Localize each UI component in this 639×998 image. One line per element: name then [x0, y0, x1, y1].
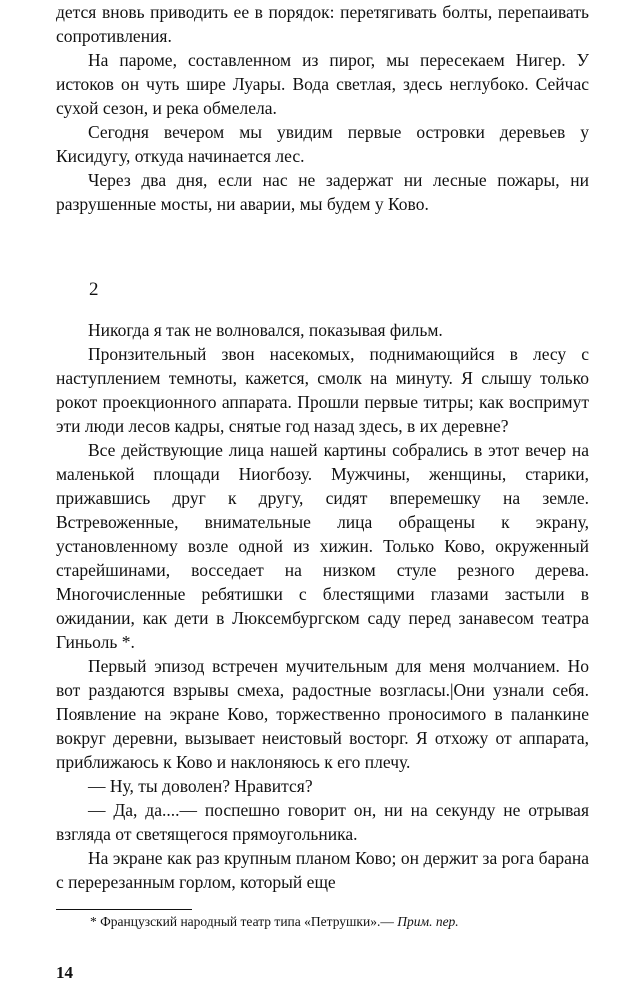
footnote-abbreviation: Прим. пер.: [397, 914, 459, 929]
chapter-number: 2: [89, 279, 99, 300]
text-block-main: [56, 318, 589, 894]
paragraph: — Да, да....— поспешно говорит он, ни на секунду не отрывая взгляда от светящегося прямоугольника.: [56, 800, 589, 844]
paragraph: На пароме, составленном из пирог, мы пересекаем Нигер. У истоков он чуть шире Луары. Вода светлая, здесь неглубоко. Сейчас сухой сезон, и река обмелела.: [56, 50, 589, 118]
paragraph: Сегодня вечером мы увидим первые островки деревьев у Кисидугу, откуда начинается лес.: [56, 122, 589, 166]
paragraph: дется вновь приводить ее в порядок: перетягивать болты, перепаивать сопротивления.: [56, 2, 589, 46]
paragraph: На экране как раз крупным планом Ково; он держит за рога барана с перерезанным горлом, который еще: [56, 848, 589, 892]
paragraph: Никогда я так не волновался, показывая фильм.: [88, 320, 443, 340]
text-block-top: [56, 0, 589, 216]
paragraph: Через два дня, если нас не задержат ни лесные пожары, ни разрушенные мосты, ни аварии, мы будем у Ково.: [56, 170, 589, 214]
paragraph: Все действующие лица нашей картины собрались в этот вечер на маленькой площади Ниогбозу. Мужчины, женщины, старики, прижавшись друг к другу, сидят вперемешку на земле. Встревоженные, внимательные лица обращены к экрану, установленному возле одной из хижин. Только Ково, окруженный старейшинами, восседает на низком стуле резного дерева. Многочисленные ребятишки с блестящими глазами застыли в ожидании, как дети в Люксембургском саду перед занавесом театра Гиньоль *.: [56, 440, 589, 652]
paragraph: — Ну, ты доволен? Нравится?: [88, 776, 313, 796]
footnote: [56, 912, 589, 932]
paragraph: Первый эпизод встречен мучительным для меня молчанием. Но вот раздаются взрывы смеха, радостные возгласы.|Они узнали себя. Появление на экране Ково, торжественно проносимого в паланкине вокруг деревни, вызывает неистовый восторг. Я отхожу от аппарата, приближаюсь к Ково и наклоняюсь к его плечу.: [56, 656, 589, 772]
footnote-divider: [56, 909, 192, 910]
paragraph: Пронзительный звон насекомых, поднимающийся в лесу с наступлением темноты, кажется, смолк на минуту. Я слышу только рокот проекционного аппарата. Прошли первые титры; как воспримут эти люди лесов кадры, снятые год назад здесь, в их деревне?: [56, 344, 589, 436]
footnote-text: * Французский народный театр типа «Петрушки».—: [90, 914, 398, 929]
page-number: 14: [56, 963, 73, 982]
